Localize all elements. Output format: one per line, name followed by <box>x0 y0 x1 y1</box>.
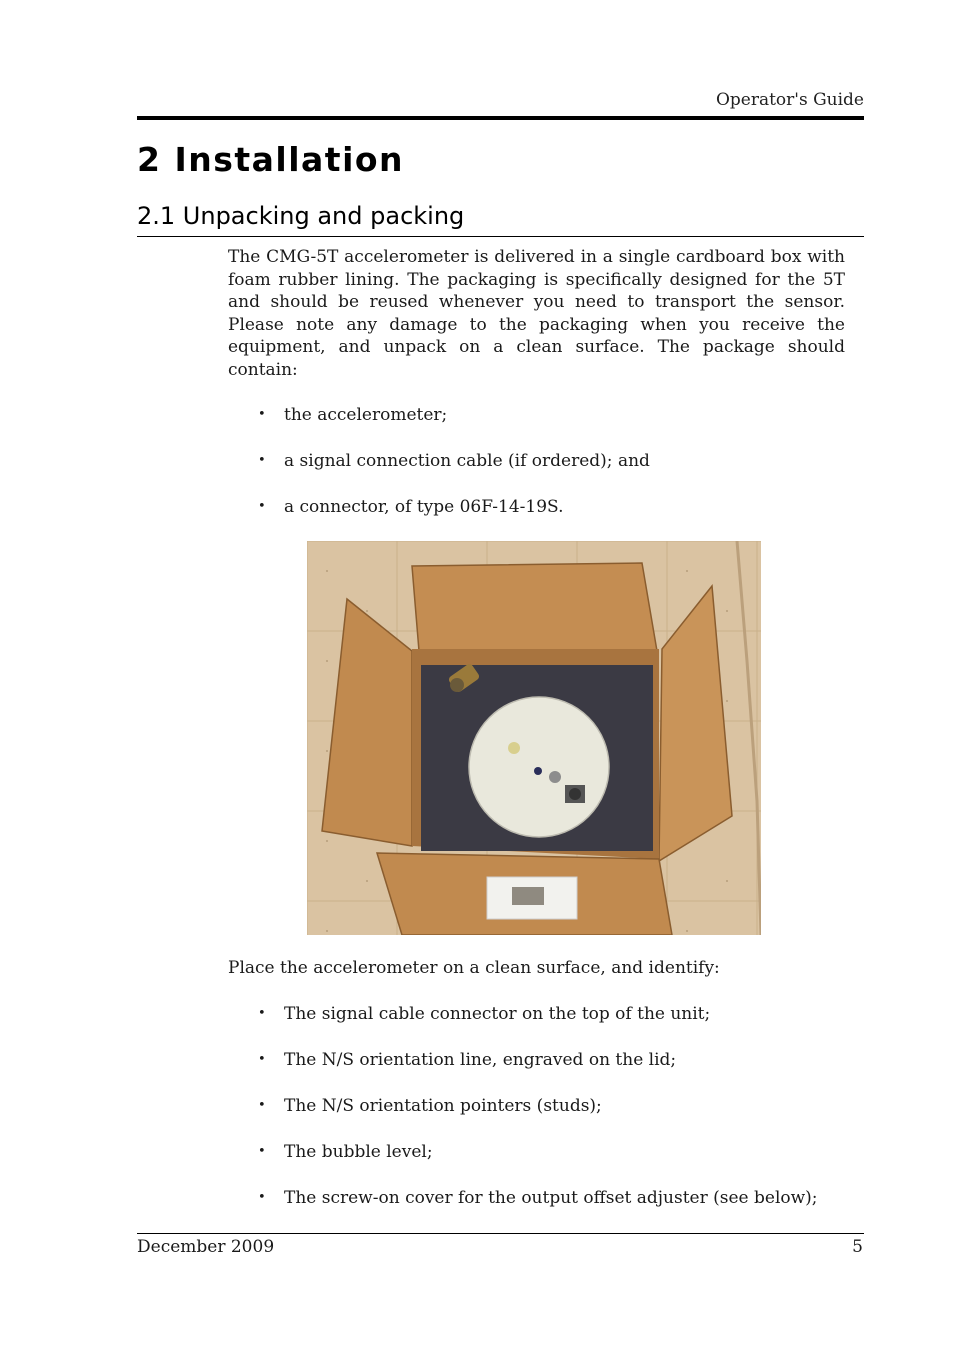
identify-paragraph: Place the accelerometer on a clean surface, and identify: <box>228 958 720 978</box>
list-item-text: The screw-on cover for the output offset adjuster (see below); <box>284 1188 818 1208</box>
identify-list <box>258 1003 818 1233</box>
list-item <box>258 1049 818 1095</box>
accelerometer-lid <box>469 697 609 837</box>
page-number: 5 <box>852 1237 863 1257</box>
bullet-icon: • <box>258 499 266 514</box>
bullet-icon: • <box>258 407 266 422</box>
list-item <box>258 1003 818 1049</box>
footer-rule <box>137 1233 864 1234</box>
section-title: 2.1 Unpacking and packing <box>137 202 465 230</box>
package-contents-list <box>258 404 650 542</box>
list-item <box>258 1141 818 1187</box>
list-item-text: The bubble level; <box>284 1142 433 1162</box>
list-item <box>258 496 650 542</box>
list-item <box>258 404 650 450</box>
bullet-icon: • <box>258 453 266 468</box>
bubble-level <box>508 742 520 754</box>
list-item <box>258 1187 818 1233</box>
chapter-title: 2 Installation <box>137 140 405 179</box>
intro-paragraph: The CMG-5T accelerometer is delivered in a single cardboard box with foam rubber lining. The packaging is specifically designed for the 5T and should be reused whenever you need to transport the sensor. Please note any damage to the packaging when you receive the equipment, and unpack on a clean surface. The package should contain: <box>228 247 845 380</box>
header-title: Operator's Guide <box>715 90 864 110</box>
footer-date: December 2009 <box>137 1237 275 1257</box>
bullet-icon: • <box>258 1006 266 1021</box>
list-item-text: a connector, of type 06F-14-19S. <box>284 497 564 517</box>
section-rule <box>137 236 864 237</box>
packaging-photo <box>307 541 761 935</box>
bullet-icon: • <box>258 1144 266 1159</box>
bullet-icon: • <box>258 1098 266 1113</box>
list-item-text: The signal cable connector on the top of the unit; <box>284 1004 711 1024</box>
list-item <box>258 1095 818 1141</box>
bullet-icon: • <box>258 1190 266 1205</box>
list-item-text: The N/S orientation line, engraved on the lid; <box>284 1050 677 1070</box>
header-rule <box>137 116 864 120</box>
list-item-text: the accelerometer; <box>284 405 448 425</box>
bullet-icon: • <box>258 1052 266 1067</box>
box-flap-top <box>412 563 657 651</box>
list-item-text: a signal connection cable (if ordered); and <box>284 451 650 471</box>
orientation-stud <box>534 767 542 775</box>
offset-adjuster-cover <box>549 771 561 783</box>
list-item-text: The N/S orientation pointers (studs); <box>284 1096 602 1116</box>
list-item <box>258 450 650 496</box>
